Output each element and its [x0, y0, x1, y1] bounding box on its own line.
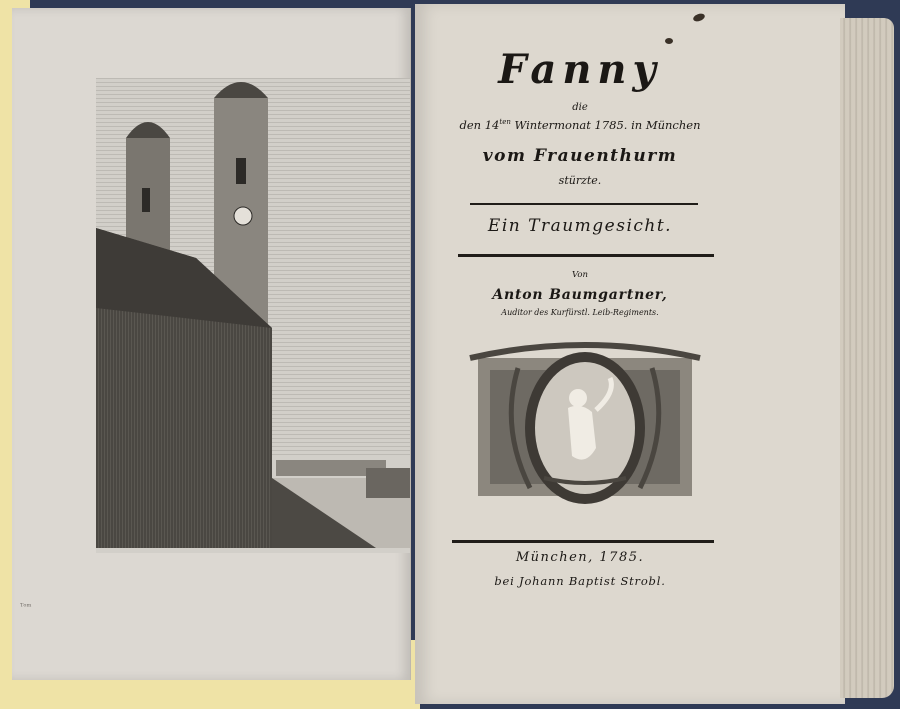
margin-mark: ᵀᵒᵐ: [20, 602, 32, 611]
author-role: Auditor des Kurfürstl. Leib-Regiments.: [501, 308, 659, 317]
rule-bottom: [452, 540, 714, 543]
rule-top: [470, 203, 698, 205]
title-tower-line: vom Frauenthurm: [482, 146, 678, 166]
date-superscript: ten: [499, 118, 511, 127]
author-name: Anton Baumgartner,: [492, 287, 668, 303]
title-line-die: die: [572, 102, 588, 113]
title-date-line: [415, 118, 745, 132]
date-before: den 14: [459, 118, 500, 132]
book-title: Fanny: [498, 46, 662, 93]
by-line: Von: [572, 270, 588, 280]
imprint-printer: bei Johann Baptist Strobl.: [494, 574, 666, 588]
page-edges: [840, 18, 894, 698]
imprint-place: München, 1785.: [515, 550, 645, 565]
ink-stain: [665, 38, 673, 44]
frontispiece-engraving: [96, 78, 410, 553]
title-fell-line: stürzte.: [558, 174, 602, 187]
rule-middle: [458, 254, 714, 257]
date-after: Wintermonat 1785. in München: [510, 118, 701, 132]
subtitle: Ein Traumgesicht.: [487, 216, 673, 236]
cherub-vignette: [460, 338, 710, 516]
